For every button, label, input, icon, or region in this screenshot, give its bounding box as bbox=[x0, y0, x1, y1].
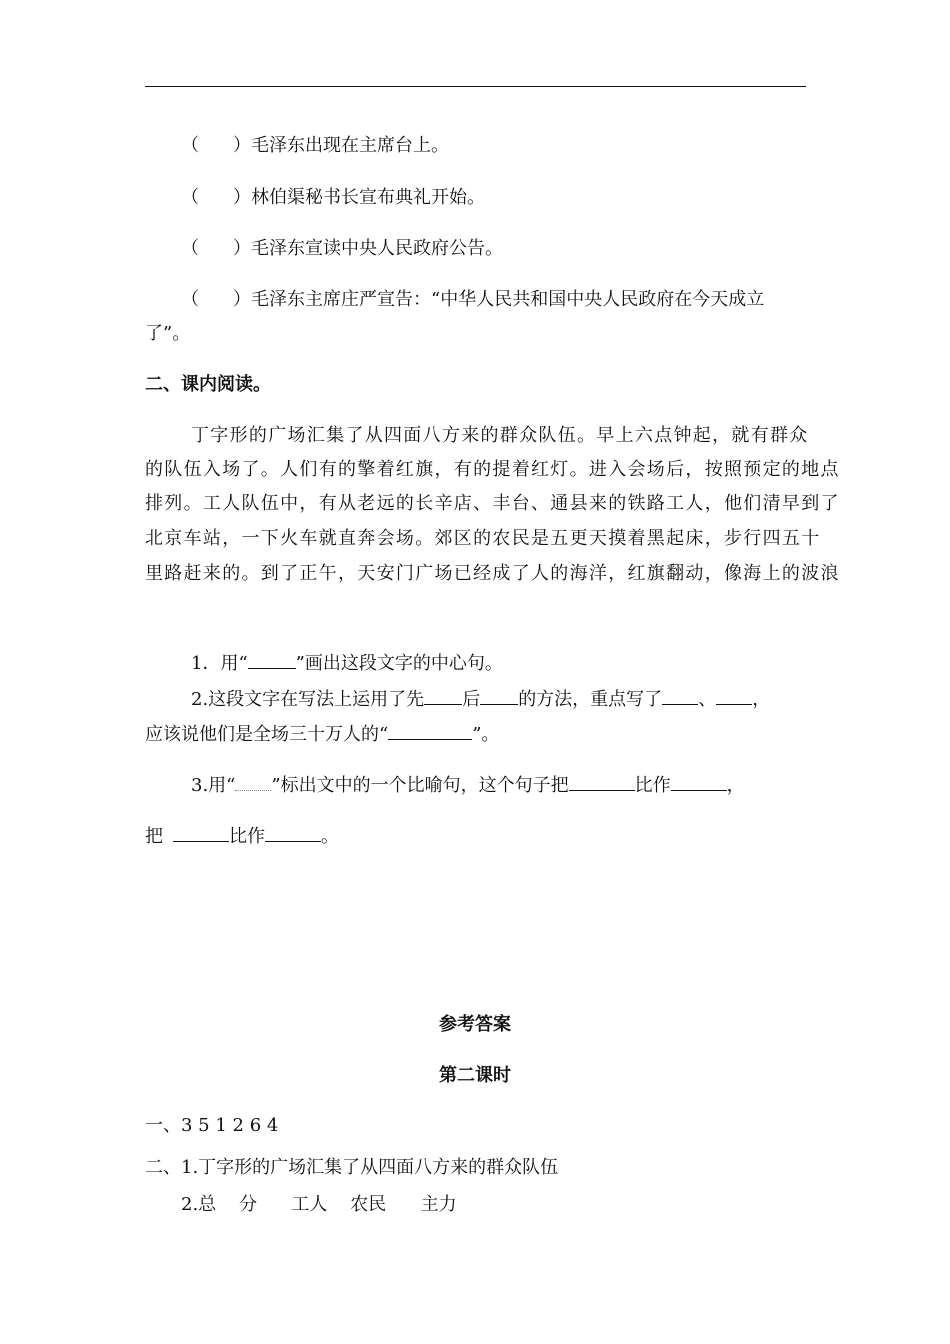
order-item-text: 毛泽东主席庄严宣告：“中华人民共和国中央人民政府在今天成立 bbox=[251, 289, 765, 310]
passage-line: 的队伍入场了。人们有的擎着红旗，有的提着红灯。进入会场后，按照预定的地点 bbox=[145, 459, 840, 480]
order-item-text: 林伯渠秘书长宣布典礼开始。 bbox=[251, 187, 485, 208]
answer-blank[interactable] bbox=[388, 723, 472, 740]
section-2-heading: 二、课内阅读。 bbox=[145, 374, 271, 395]
order-item-4-continued: 了”。 bbox=[145, 323, 191, 344]
answer-blank[interactable] bbox=[248, 652, 296, 669]
question-1: 1．用“ ”画出这段文字的中心句。 bbox=[191, 653, 503, 674]
answer-section-1: 一、3 5 1 2 6 4 bbox=[145, 1115, 279, 1136]
answer-blank[interactable] bbox=[173, 825, 229, 842]
answer-key-title: 参考答案 bbox=[439, 1014, 511, 1035]
paren-close: ） bbox=[233, 135, 251, 156]
passage-line: 里路赶来的。到了正午，天安门广场已经成了人的海洋，红旗翻动，像海上的波浪 bbox=[145, 563, 840, 584]
answer-section-2: 二、1.丁字形的广场汇集了从四面八方来的群众队伍 bbox=[145, 1157, 559, 1178]
answer-blank[interactable] bbox=[569, 774, 635, 791]
paren-open: （ bbox=[181, 238, 199, 259]
question-3: 3.用“ ”标出文中的一个比喻句，这个句子把 比作 ， bbox=[191, 775, 745, 796]
paren-open: （ bbox=[181, 187, 199, 208]
paren-close: ） bbox=[233, 289, 251, 310]
order-item-1 bbox=[181, 135, 449, 157]
order-item-2 bbox=[181, 187, 485, 209]
order-item-4 bbox=[181, 289, 764, 311]
order-item-3 bbox=[181, 238, 503, 260]
answer-blank[interactable] bbox=[424, 688, 462, 705]
passage-line: 丁字形的广场汇集了从四面八方来的群众队伍。早上六点钟起，就有群众 bbox=[191, 425, 809, 446]
answer-blank[interactable] bbox=[480, 688, 518, 705]
paren-open: （ bbox=[181, 135, 199, 156]
order-item-text: 毛泽东宣读中央人民政府公告。 bbox=[251, 238, 503, 259]
passage-line: 排列。工人队伍中，有从老远的长辛店、丰台、通县来的铁路工人，他们清早到了 bbox=[145, 493, 840, 514]
paren-close: ） bbox=[233, 238, 251, 259]
header-rule bbox=[145, 86, 806, 87]
question-2-continued: 应该说他们是全场三十万人的“ ”。 bbox=[145, 724, 500, 745]
question-3-continued: 把 比作 。 bbox=[145, 826, 339, 847]
answer-blank[interactable] bbox=[662, 688, 698, 705]
wavy-underline-mark bbox=[235, 776, 271, 791]
order-item-text: 毛泽东出现在主席台上。 bbox=[251, 135, 449, 156]
paren-close: ） bbox=[233, 187, 251, 208]
answer-section-2-item-2: 2.总 分 工人 农民 主力 bbox=[181, 1194, 457, 1215]
answer-blank[interactable] bbox=[716, 688, 752, 705]
answer-blank[interactable] bbox=[265, 825, 321, 842]
question-2: 2.这段文字在写法上运用了先 后 的方法，重点写了 、 ， bbox=[191, 689, 771, 710]
paren-open: （ bbox=[181, 289, 199, 310]
answer-key-subtitle: 第二课时 bbox=[439, 1065, 511, 1086]
answer-blank[interactable] bbox=[671, 774, 727, 791]
passage-line: 北京车站，一下火车就直奔会场。郊区的农民是五更天摸着黑起床，步行四五十 bbox=[145, 528, 821, 549]
